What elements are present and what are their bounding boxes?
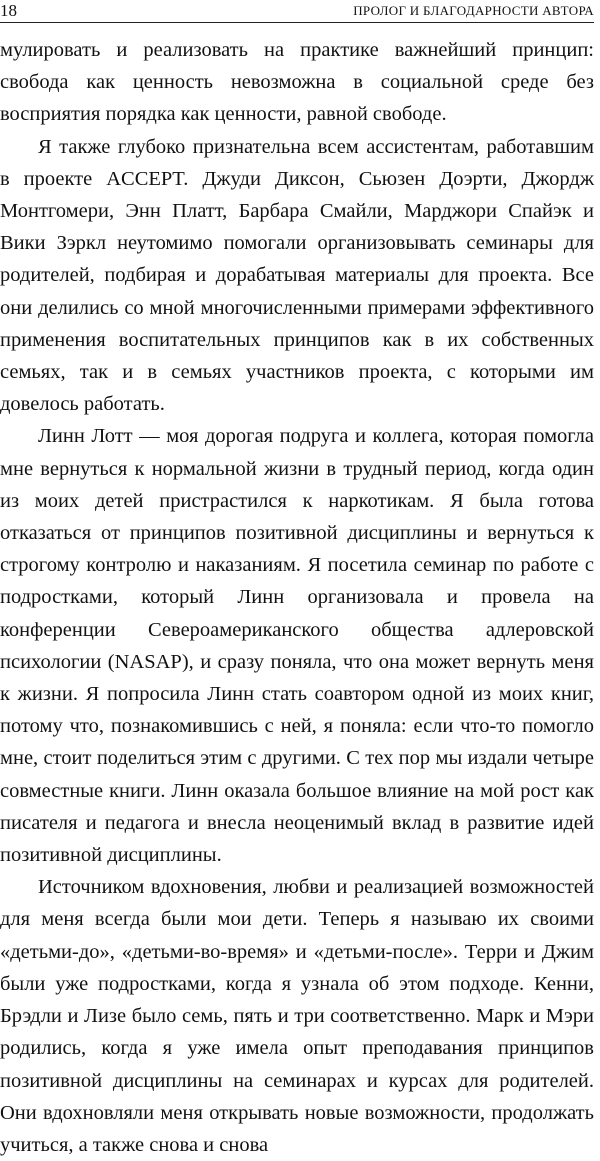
- paragraph-assistants: Я также глубоко признательна всем ассистентам, работавшим в проекте ACCEPT. Джуди Диксон, Сьюзен Доэрти, Джордж Монтгомери, Энн Платт, Барбара Смайли, Марджори Спайэк и Вики Зэркл неутомимо помогали организовывать семинары для родителей, подбирая и дорабатывая материалы для проекта. Все они делились со мной многочисленными примерами эффективного применения воспитательных принципов как в их собственных семьях, так и в семьях участников проекта, с которыми им довелось работать.: [0, 135, 594, 416]
- paragraph-continuation: мулировать и реализовать на практике важнейший принцип: свобода как ценность невозможна в социальной среде без восприятия порядка как ценности, равной свободе.: [0, 39, 594, 126]
- page-number: 18: [0, 1, 17, 20]
- section-title: ПРОЛОГ И БЛАГОДАРНОСТИ АВТОРА: [353, 3, 594, 18]
- running-head: [0, 0, 594, 23]
- body-text: [0, 34, 594, 1161]
- paragraph-children: Источником вдохновения, любви и реализацией возможностей для меня всегда были мои дети. Теперь я называю их своими «детьми-до», «детьми-во-время» и «детьми-после». Терри и Джим были уже подростками, когда я узнала об этом подходе. Кенни, Брэдли и Лизе было семь, пять и три соответственно. Марк и Мэри родились, когда я уже имела опыт преподавания принципов позитивной дисциплины на семинарах и курсах для родителей. Они вдохновляли меня открывать новые возможности, продолжать учиться, а также снова и снова: [0, 876, 594, 1156]
- paragraph-lynn-lott: Линн Лотт — моя дорогая подруга и коллега, которая помогла мне вернуться к нормальной жизни в трудный период, когда один из моих детей пристрастился к наркотикам. Я была готова отказаться от принципов позитивной дисциплины и вернуться к строгому контролю и наказаниям. Я посетила семинар по работе с подростками, который Линн организовала и провела на конференции Североамериканского общества адлеровской психологии (NASAP), и сразу поняла, что она может вернуть меня к жизни. Я попросила Линн стать соавтором одной из моих книг, потому что, познакомившись с ней, я поняла: если что-то помогло мне, стоит поделиться этим с другими. С тех пор мы издали четыре совместные книги. Линн оказала большое влияние на мой рост как писателя и педагога и внесла неоценимый вклад в развитие идей позитивной дисциплины.: [0, 425, 594, 867]
